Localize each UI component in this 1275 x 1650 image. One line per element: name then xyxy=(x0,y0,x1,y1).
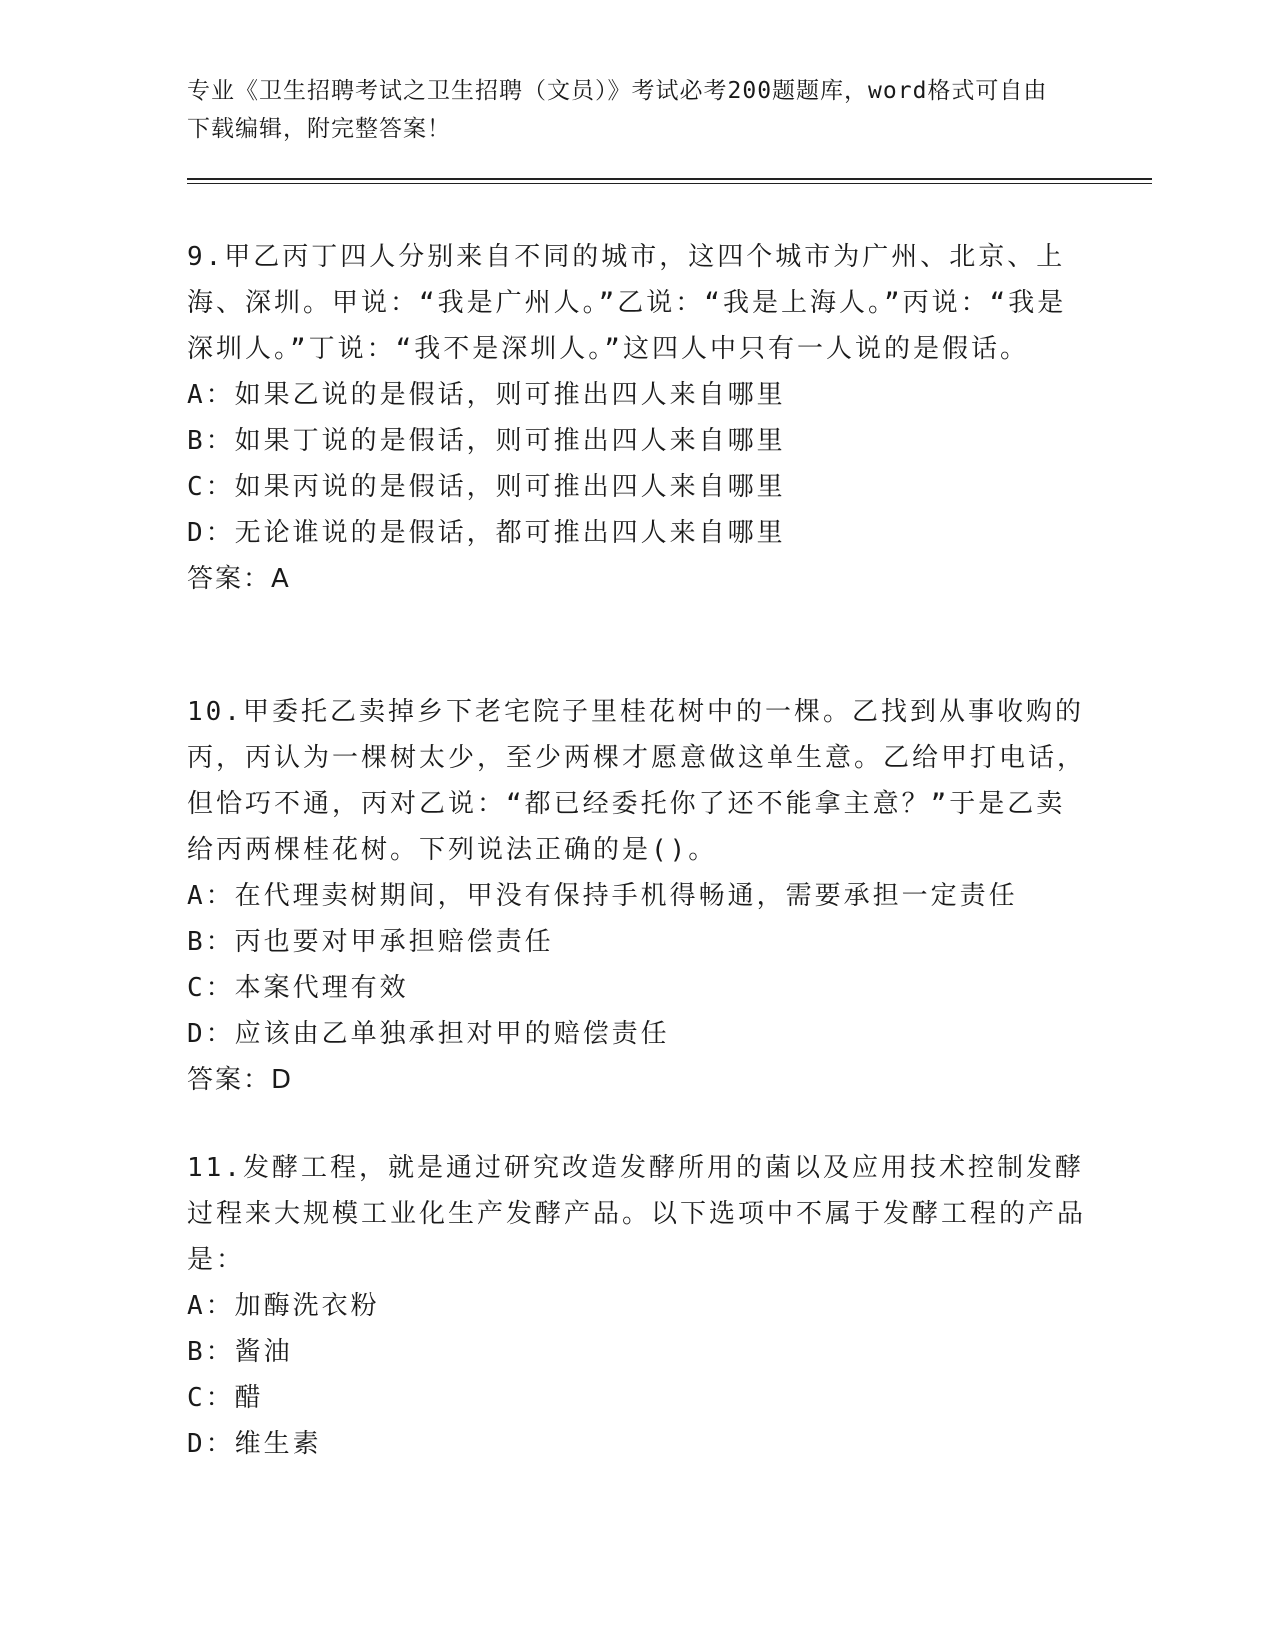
option-d: D：维生素 xyxy=(187,1429,322,1459)
header-divider-thick xyxy=(187,178,1152,180)
answer-line: 答案：D xyxy=(187,1065,294,1095)
option-a: A：如果乙说的是假话，则可推出四人来自哪里 xyxy=(187,380,786,410)
option-c: C：如果丙说的是假话，则可推出四人来自哪里 xyxy=(187,472,786,502)
option-c: C：本案代理有效 xyxy=(187,973,409,1003)
question-stem: 9.甲乙丙丁四人分别来自不同的城市，这四个城市为广州、北京、上海、深圳。甲说：“我是广州人。”乙说：“我是上海人。”丙说：“我是深圳人。”丁说：“我不是深圳人。”这四人中只有一人说的是假话。 xyxy=(187,242,1067,364)
option-b: B：如果丁说的是假话，则可推出四人来自哪里 xyxy=(187,426,786,456)
question-stem: 10.甲委托乙卖掉乡下老宅院子里桂花树中的一棵。乙找到从事收购的丙，丙认为一棵树太少，至少两棵才愿意做这单生意。乙给甲打电话，但恰巧不通，丙对乙说：“都已经委托你了还不能拿主意？”于是乙卖给丙两棵桂花树。下列说法正确的是()。 xyxy=(187,697,1087,865)
option-c: C：醋 xyxy=(187,1383,264,1413)
answer-line: 答案：A xyxy=(187,564,291,594)
question-stem: 11.发酵工程，就是通过研究改造发酵所用的菌以及应用技术控制发酵过程来大规模工业化生产发酵产品。以下选项中不属于发酵工程的产品是： xyxy=(187,1153,1087,1275)
question-11 xyxy=(187,1145,1087,1467)
document-header: 专业《卫生招聘考试之卫生招聘（文员）》考试必考200题题库，word格式可自由下载编辑，附完整答案！ xyxy=(187,78,1048,142)
option-a: A：加酶洗衣粉 xyxy=(187,1291,380,1321)
option-d: D：应该由乙单独承担对甲的赔偿责任 xyxy=(187,1019,670,1049)
question-9 xyxy=(187,234,1087,602)
header-divider-thin xyxy=(187,183,1152,184)
option-b: B：酱油 xyxy=(187,1337,293,1367)
option-d: D：无论谁说的是假话，都可推出四人来自哪里 xyxy=(187,518,786,548)
question-10 xyxy=(187,689,1087,1103)
option-a: A：在代理卖树期间，甲没有保持手机得畅通，需要承担一定责任 xyxy=(187,881,1018,911)
option-b: B：丙也要对甲承担赔偿责任 xyxy=(187,927,554,957)
